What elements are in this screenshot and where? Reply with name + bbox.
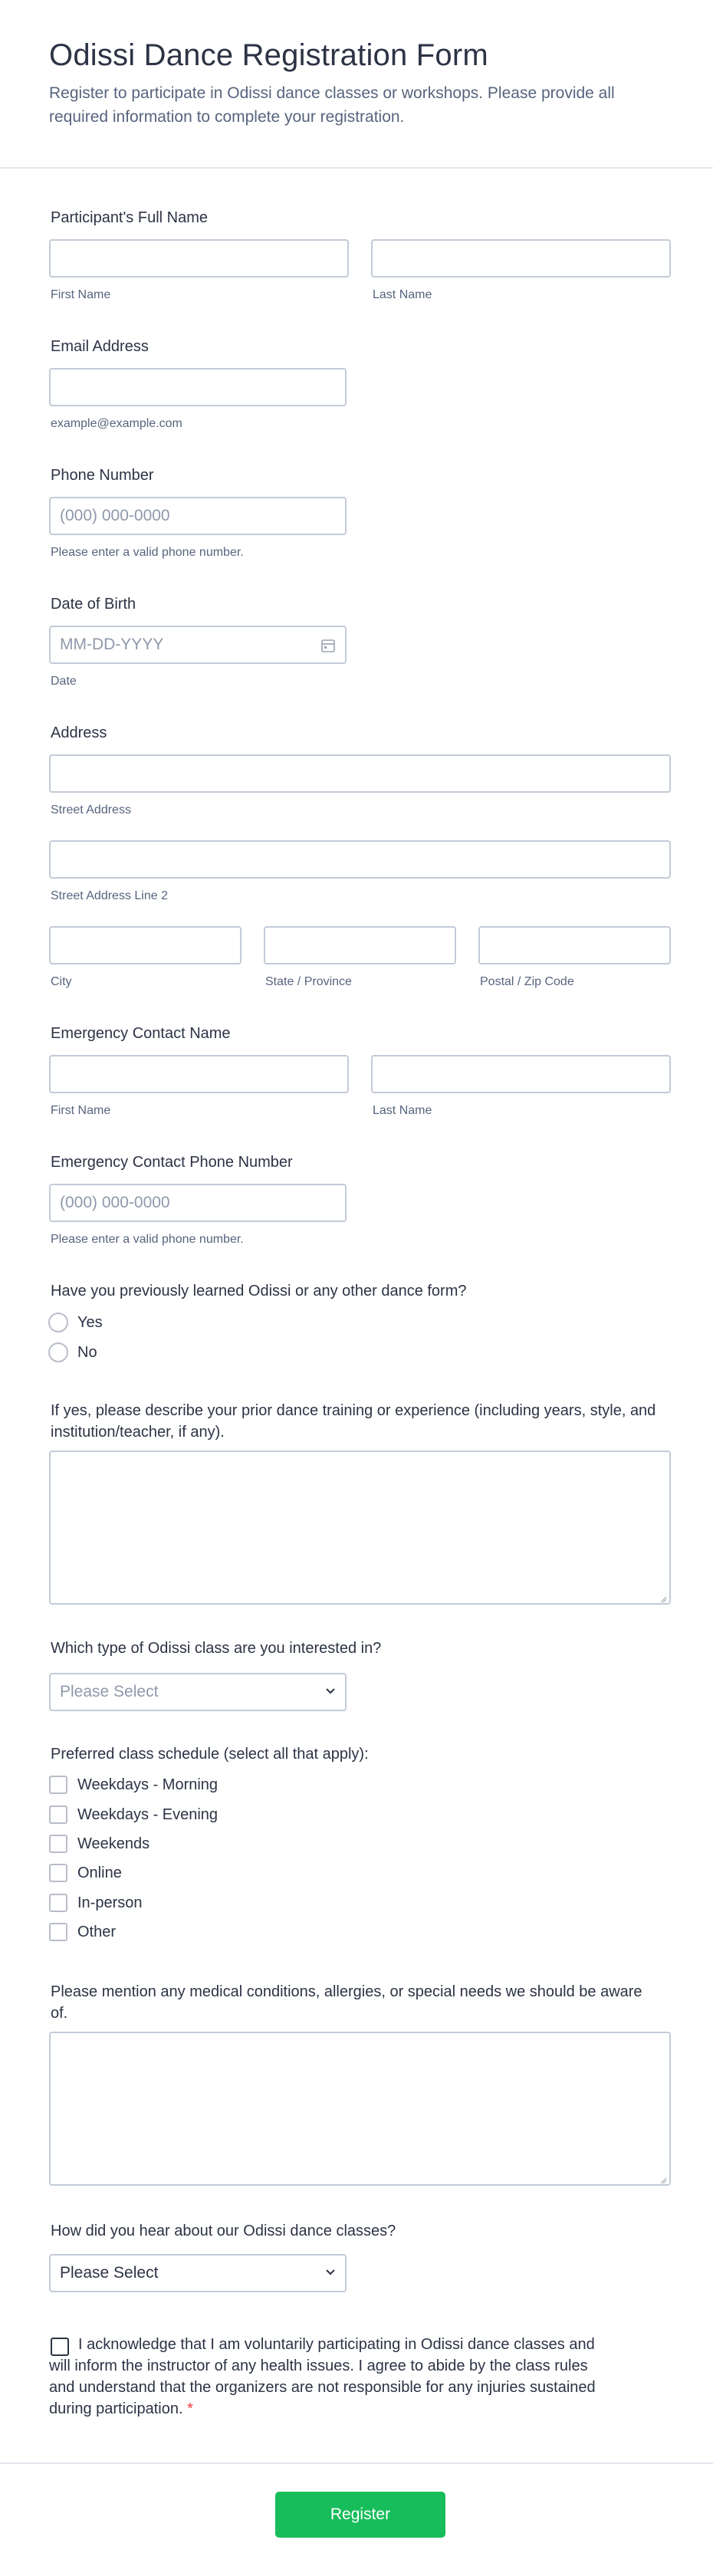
prior-dance-label: Have you previously learned Odissi or any other dance form?: [51, 1283, 467, 1300]
radio-no[interactable]: [48, 1342, 68, 1362]
first-name-input[interactable]: [49, 239, 349, 278]
page-title: Odissi Dance Registration Form: [49, 38, 488, 72]
medical-textarea[interactable]: [49, 2032, 671, 2186]
email-input[interactable]: [49, 368, 347, 406]
email-label: Email Address: [51, 338, 149, 355]
state-input[interactable]: [264, 926, 456, 964]
checkbox-weekdays-evening-label[interactable]: Weekdays - Evening: [77, 1806, 219, 1823]
street-address-2-sublabel: Street Address Line 2: [51, 889, 168, 902]
checkbox-in-person-label[interactable]: In-person: [77, 1894, 143, 1911]
emergency-phone-input[interactable]: [49, 1184, 347, 1222]
dob-placeholder: MM-DD-YYYY: [60, 636, 164, 653]
emergency-phone-placeholder: (000) 000-0000: [60, 1194, 170, 1211]
experience-textarea[interactable]: [49, 1451, 671, 1605]
checkbox-online[interactable]: [49, 1864, 67, 1882]
emergency-phone-hint: Please enter a valid phone number.: [51, 1233, 244, 1246]
city-input[interactable]: [49, 926, 242, 964]
email-hint: example@example.com: [51, 417, 182, 430]
resize-handle-icon[interactable]: [659, 1593, 667, 1601]
checkbox-weekends-label[interactable]: Weekends: [77, 1835, 150, 1852]
checkbox-in-person[interactable]: [49, 1894, 67, 1912]
schedule-label: Preferred class schedule (select all that apply):: [51, 1746, 369, 1763]
full-name-label: Participant's Full Name: [51, 209, 208, 226]
checkbox-online-label[interactable]: Online: [77, 1865, 122, 1881]
class-type-select[interactable]: [49, 1673, 347, 1711]
emergency-first-name-input[interactable]: [49, 1055, 349, 1093]
radio-yes[interactable]: [48, 1313, 68, 1332]
dob-input[interactable]: [49, 626, 347, 664]
calendar-icon[interactable]: [320, 638, 336, 653]
last-name-input[interactable]: [371, 239, 671, 278]
emergency-last-name-sublabel: Last Name: [373, 1104, 432, 1117]
dob-hint: Date: [51, 675, 77, 688]
checkbox-other-label[interactable]: Other: [77, 1924, 117, 1940]
emergency-phone-label: Emergency Contact Phone Number: [51, 1154, 293, 1171]
radio-no-label[interactable]: No: [77, 1344, 97, 1361]
acknowledge-text: [49, 2334, 601, 2420]
page-subtitle: Register to participate in Odissi dance classes or workshops. Please provide all required information to complete your registration.: [49, 84, 615, 126]
emergency-name-label: Emergency Contact Name: [51, 1025, 231, 1042]
footer-divider: [0, 2463, 713, 2464]
zip-sublabel: Postal / Zip Code: [480, 975, 574, 988]
address-label: Address: [51, 724, 107, 741]
class-type-placeholder: Please Select: [60, 1683, 159, 1700]
register-button[interactable]: Register: [275, 2492, 445, 2538]
city-sublabel: City: [51, 975, 72, 988]
last-name-sublabel: Last Name: [373, 288, 432, 301]
chevron-down-icon: [325, 1685, 336, 1699]
street-address-sublabel: Street Address: [51, 803, 131, 816]
resize-handle-icon[interactable]: [659, 2174, 667, 2182]
checkbox-weekdays-evening[interactable]: [49, 1806, 67, 1824]
checkbox-weekdays-morning[interactable]: [49, 1776, 67, 1794]
class-type-label: Which type of Odissi class are you interested in?: [51, 1640, 382, 1657]
acknowledge-statement: I acknowledge that I am voluntarily participating in Odissi dance classes and will inform the instructor of any health issues. I agree to abide by the class rules and understand that the organizers are not responsible for any injuries sustained during participation.: [49, 2336, 596, 2417]
checkbox-weekdays-morning-label[interactable]: Weekdays - Morning: [77, 1776, 219, 1793]
street-address-input[interactable]: [49, 754, 671, 793]
street-address-2-input[interactable]: [49, 840, 671, 879]
phone-hint: Please enter a valid phone number.: [51, 546, 244, 559]
header-divider: [0, 167, 713, 169]
state-sublabel: State / Province: [265, 975, 352, 988]
phone-placeholder: (000) 000-0000: [60, 507, 170, 524]
dob-label: Date of Birth: [51, 596, 136, 613]
medical-label: Please mention any medical conditions, allergies, or special needs we should be aware of.: [51, 1983, 642, 2022]
phone-label: Phone Number: [51, 467, 154, 484]
required-asterisk: *: [187, 2400, 193, 2417]
emergency-first-name-sublabel: First Name: [51, 1104, 111, 1117]
source-label: How did you hear about our Odissi dance classes?: [51, 2223, 396, 2239]
emergency-last-name-input[interactable]: [371, 1055, 671, 1093]
radio-yes-label[interactable]: Yes: [77, 1314, 103, 1331]
experience-label: If yes, please describe your prior dance training or experience (including years, style, and institution/teacher, if any).: [51, 1402, 656, 1441]
zip-input[interactable]: [478, 926, 671, 964]
checkbox-other[interactable]: [49, 1923, 67, 1941]
source-selected-value: Please Select: [60, 2264, 159, 2282]
first-name-sublabel: First Name: [51, 288, 111, 301]
chevron-down-icon: [325, 2266, 336, 2280]
phone-input[interactable]: [49, 497, 347, 535]
source-select[interactable]: [49, 2254, 347, 2292]
checkbox-weekends[interactable]: [49, 1835, 67, 1853]
